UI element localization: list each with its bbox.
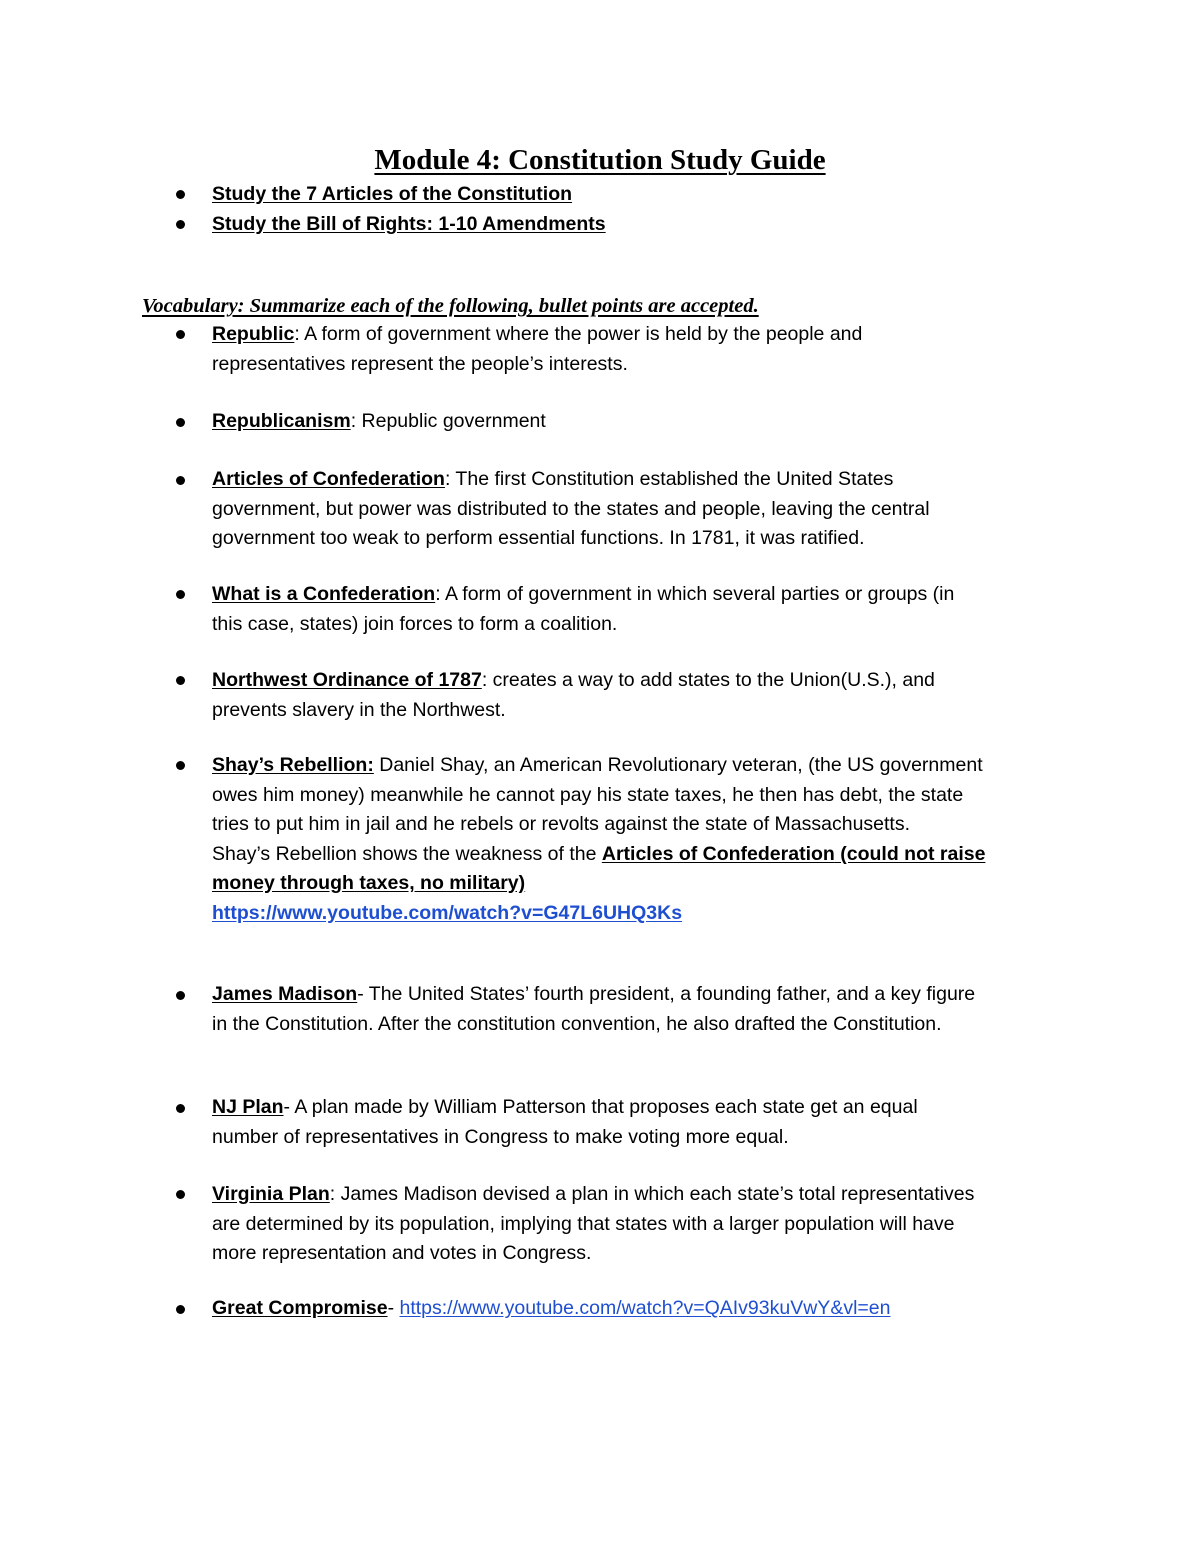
vocab-item-republic: Republic: A form of government where the power is held by the people and representatives represent the people’s interests. <box>212 323 863 375</box>
bullet-icon <box>176 220 185 229</box>
emphasis-articles: Articles of Confederation <box>601 842 835 865</box>
vocabulary-heading: Vocabulary: Summarize each of the following, bullet points are accepted. <box>142 295 759 317</box>
bullet-icon <box>176 418 185 427</box>
study-item-bill-of-rights: Study the Bill of Rights: 1-10 Amendments <box>212 213 606 235</box>
term-great-compromise: Great Compromise <box>212 1297 388 1319</box>
bullet-icon <box>176 1190 185 1199</box>
vocab-item-nj-plan: NJ Plan- A plan made by William Patterson that proposes each state get an equal number of representatives in Congress to make voting more equal. <box>212 1096 918 1148</box>
bullet-icon <box>176 761 185 770</box>
term-nj-plan: NJ Plan <box>212 1096 284 1118</box>
bullet-icon <box>176 991 185 1000</box>
vocab-item-great-compromise: Great Compromise- https://www.youtube.com/watch?v=QAIv93kuVwY&vl=en <box>212 1297 891 1319</box>
bullet-icon <box>176 190 185 199</box>
emphasis-weakness: money through taxes, no military) <box>212 872 526 894</box>
term-articles-of-confederation: Articles of Confederation <box>212 468 445 490</box>
vocab-item-confederation: What is a Confederation: A form of government in which several parties or groups (in this case, states) join forces to form a coalition. <box>212 583 955 635</box>
youtube-link-shays[interactable]: https://www.youtube.com/watch?v=G47L6UHQ3Ks <box>212 901 683 924</box>
term-confederation: What is a Confederation <box>212 583 436 605</box>
bullet-icon <box>176 330 185 339</box>
vocab-item-james-madison: James Madison- The United States’ fourth president, a founding father, and a key figure in the Constitution. After the constitution convention, he also drafted the Constitution. <box>212 983 976 1035</box>
youtube-link-great-compromise[interactable]: https://www.youtube.com/watch?v=QAIv93kuVwY&vl=en <box>399 1297 891 1319</box>
vocab-item-virginia-plan: Virginia Plan: James Madison devised a plan in which each state’s total representatives are determined by its population, implying that states with a larger population will have more representation and votes in Congress. <box>212 1183 975 1264</box>
study-item-articles: Study the 7 Articles of the Constitution <box>212 183 573 205</box>
bullet-icon <box>176 590 185 599</box>
term-republic: Republic <box>212 323 295 345</box>
vocab-item-shays-rebellion: Shay’s Rebellion: Daniel Shay, an American Revolutionary veteran, (the US government owes him money) meanwhile he cannot pay his state taxes, he then has debt, the state tries to put him in jail and he rebels or revolts against the state of Massachusetts. Shay’s Rebellion shows the weakness of the Articles of Confederation (could not raise money through taxes, no military) https://www.youtube.com/watch?v=G47L6UHQ3Ks <box>212 754 986 924</box>
term-james-madison: James Madison <box>212 983 358 1005</box>
bullet-icon <box>176 476 185 485</box>
bullet-icon <box>176 1305 185 1314</box>
bullet-icon <box>176 1104 185 1113</box>
term-republicanism: Republicanism <box>212 410 351 432</box>
vocab-item-articles-of-confederation: Articles of Confederation: The first Constitution established the United States government, but power was distributed to the states and people, leaving the central government too weak to perform essential functions. In 1781, it was ratified. <box>212 468 930 549</box>
page-title: Module 4: Constitution Study Guide <box>374 144 826 176</box>
term-shays-rebellion: Shay’s Rebellion: <box>212 754 374 776</box>
bullet-icon <box>176 676 185 685</box>
term-virginia-plan: Virginia Plan <box>212 1183 330 1205</box>
term-northwest-ordinance: Northwest Ordinance of 1787 <box>212 669 482 691</box>
vocab-item-northwest-ordinance: Northwest Ordinance of 1787: creates a way to add states to the Union(U.S.), and prevents slavery in the Northwest. <box>212 669 935 721</box>
vocab-item-republicanism: Republicanism: Republic government <box>212 410 546 432</box>
